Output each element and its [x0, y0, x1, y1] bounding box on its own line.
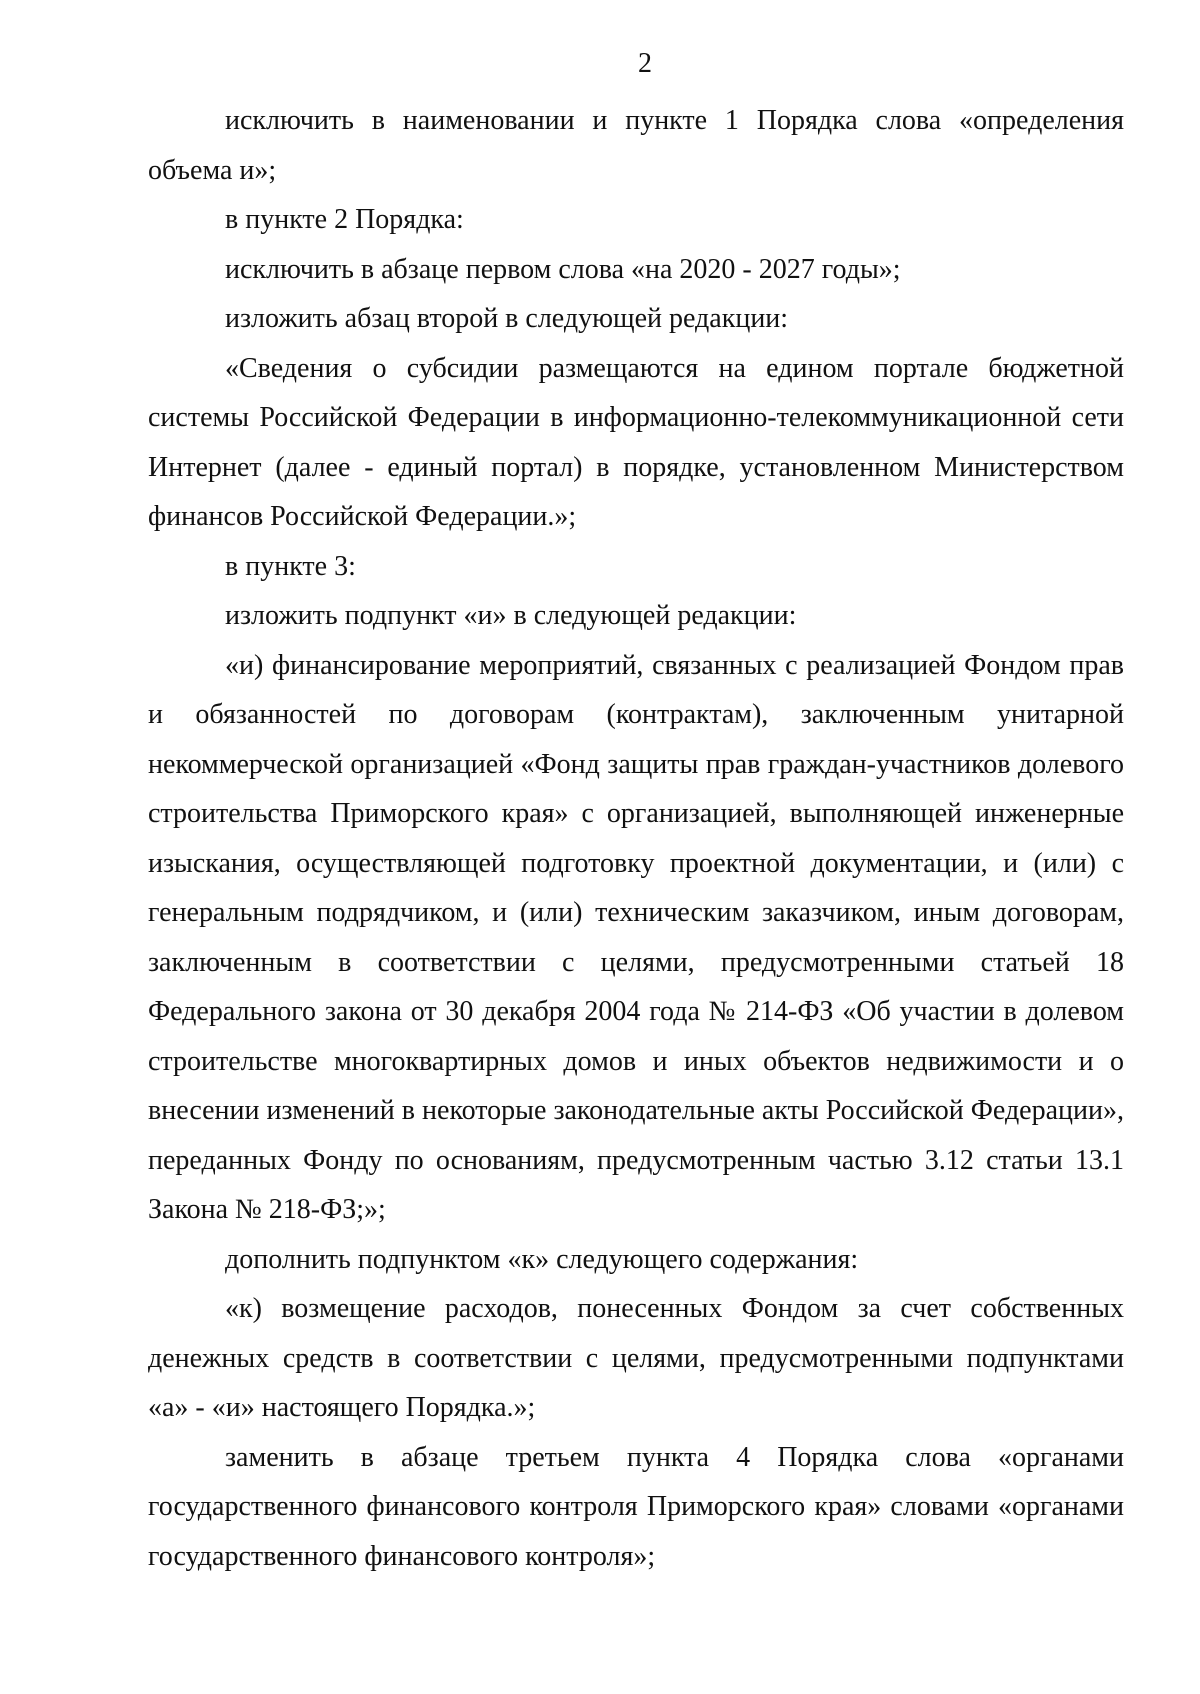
paragraph-point-2-heading: в пункте 2 Порядка:	[225, 204, 464, 235]
paragraph-subpoint-k-heading: дополнить подпунктом «к» следующего содержания:	[225, 1243, 859, 1275]
paragraph-exclude-words: исключить в наименовании и пункте 1 Порядка слова «определения объема и»;	[148, 105, 1124, 186]
paragraph-replace-words: заменить в абзаце третьем пункта 4 Порядка слова «органами государственного финансового контроля Приморского края» словами «органами государственного финансового контроля»;	[148, 1441, 1124, 1572]
paragraph-point-3-heading: в пункте 3:	[225, 550, 356, 582]
paragraph-subpoint-k-text: «к) возмещение расходов, понесенных Фондом за счет собственных денежных средств в соответствии с целями, предусмотренными подпунктами «а» - «и» настоящего Порядка.»;	[148, 1293, 1124, 1423]
paragraph-exclude-years: исключить в абзаце первом слова «на 2020 - 2027 годы»;	[225, 253, 901, 285]
paragraph-subpoint-i-heading: изложить подпункт «и» в следующей редакции:	[225, 600, 797, 631]
paragraph-second-abzac-heading: изложить абзац второй в следующей редакции:	[225, 303, 789, 334]
paragraph-subpoint-i-text: «и) финансирование мероприятий, связанных с реализацией Фондом прав и обязанностей по договорам (контрактам), заключенным унитарной некоммерческой организацией «Фонд защиты прав граждан-участников долевого строительства Приморского края» с организацией, выполняющей инженерные изыскания, осуществляющей подготовку проектной документации, и (или) с генеральным подрядчиком, и (или) техническим заказчиком, иным договорам, заключенным в соответствии с целями, предусмотренными статьей 18 Федерального закона от 30 декабря 2004 года № 214-ФЗ «Об участии в долевом строительстве многоквартирных домов и иных объектов недвижимости и о внесении изменений в некоторые законодательные акты Российской Федерации», переданных Фонду по основаниям, предусмотренным частью 3.12 статьи 13.1 Закона № 218-ФЗ;»;	[148, 649, 1124, 1225]
document-body	[148, 96, 1124, 1581]
page-number: 2	[638, 48, 652, 79]
paragraph-subsidy-info: «Сведения о субсидии размещаются на едином портале бюджетной системы Российской Федерации в информационно-телекоммуникационной сети Интернет (далее - единый портал) в порядке, установленном Министерством финансов Российской Федерации.»;	[148, 352, 1124, 532]
